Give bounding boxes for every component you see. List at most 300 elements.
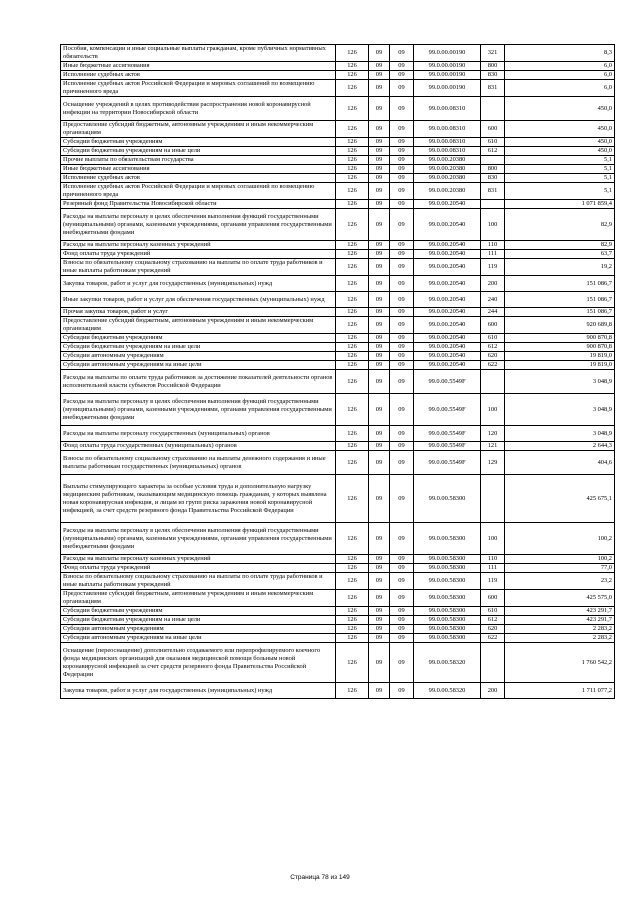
row-grbs: 126 — [336, 276, 369, 292]
row-vr: 612 — [481, 343, 505, 352]
table-row — [61, 147, 615, 156]
row-vr: 800 — [481, 165, 505, 174]
row-csr: 99.0.00.20540 — [414, 292, 481, 308]
table-row — [61, 241, 615, 250]
row-name: Оснащение (переоснащение) дополнительно создаваемого или перепрофилируемого коечного фонда медицинских организаций для оказания медицинской помощи больным новой коронавирусной инфекцией за счет средств резервного фонда Правительства Российской Федерации — [61, 643, 336, 683]
row-csr: 99.0.00.20540 — [414, 361, 481, 370]
row-csr: 99.0.00.20540 — [414, 317, 481, 334]
table-row — [61, 607, 615, 616]
row-name: Субсидии бюджетным учреждениям — [61, 334, 336, 343]
row-grbs: 126 — [336, 183, 369, 200]
row-grbs: 126 — [336, 573, 369, 590]
row-csr: 99.0.00.58320 — [414, 643, 481, 683]
row-name: Прочая закупка товаров, работ и услуг — [61, 308, 336, 317]
row-section: 09 — [369, 174, 390, 183]
row-name: Субсидии автономным учреждениям на иные цели — [61, 634, 336, 643]
row-section: 09 — [369, 165, 390, 174]
table-row — [61, 564, 615, 573]
row-subsection: 09 — [390, 147, 414, 156]
row-name: Взносы по обязательному социальному страхованию на выплаты по оплате труда работников и иные выплаты работникам учреждений — [61, 573, 336, 590]
row-name: Расходы на выплаты персоналу казенных учреждений — [61, 241, 336, 250]
row-csr: 99.0.00.20540 — [414, 200, 481, 209]
row-subsection: 09 — [390, 590, 414, 607]
row-amount: 450,0 — [505, 97, 615, 121]
table-row — [61, 71, 615, 80]
row-grbs: 126 — [336, 334, 369, 343]
row-subsection: 09 — [390, 625, 414, 634]
row-subsection: 09 — [390, 475, 414, 523]
row-vr: 622 — [481, 634, 505, 643]
row-section: 09 — [369, 683, 390, 699]
row-vr: 240 — [481, 292, 505, 308]
row-section: 09 — [369, 62, 390, 71]
row-grbs: 126 — [336, 156, 369, 165]
row-name: Фонд оплаты труда учреждений — [61, 250, 336, 259]
row-section: 09 — [369, 97, 390, 121]
row-name: Расходы на выплаты персоналу в целях обеспечения выполнения функций государственными (муниципальными) органами, казенными учреждениями, органами управления государственными внебюджетными фондами — [61, 394, 336, 426]
table-row — [61, 276, 615, 292]
row-vr: 610 — [481, 138, 505, 147]
row-amount: 19 819,0 — [505, 361, 615, 370]
row-name: Взносы по обязательному социальному страхованию на выплаты денежного содержания и иные выплаты работникам государственных (муниципальных) органов — [61, 451, 336, 475]
row-amount: 5,1 — [505, 174, 615, 183]
row-grbs: 126 — [336, 564, 369, 573]
row-subsection: 09 — [390, 209, 414, 241]
table-row — [61, 317, 615, 334]
row-section: 09 — [369, 616, 390, 625]
row-section: 09 — [369, 343, 390, 352]
row-vr: 120 — [481, 426, 505, 442]
row-grbs: 126 — [336, 442, 369, 451]
row-csr: 99.0.00.20540 — [414, 343, 481, 352]
row-subsection: 09 — [390, 334, 414, 343]
row-vr: 620 — [481, 625, 505, 634]
row-vr: 121 — [481, 442, 505, 451]
row-vr — [481, 97, 505, 121]
row-section: 09 — [369, 334, 390, 343]
row-vr: 831 — [481, 80, 505, 97]
row-amount: 404,6 — [505, 451, 615, 475]
row-name: Расходы на выплаты персоналу в целях обеспечения выполнения функций государственными (муниципальными) органами, казенными учреждениями, органами управления государственными внебюджетными фондами — [61, 209, 336, 241]
row-vr: 200 — [481, 276, 505, 292]
row-name: Иные бюджетные ассигнования — [61, 62, 336, 71]
row-name: Резервный фонд Правительства Новосибирской области — [61, 200, 336, 209]
row-csr: 99.0.00.20540 — [414, 308, 481, 317]
budget-table-page — [60, 44, 614, 699]
row-amount: 2 283,2 — [505, 634, 615, 643]
table-row — [61, 442, 615, 451]
row-amount: 920 689,8 — [505, 317, 615, 334]
row-grbs: 126 — [336, 165, 369, 174]
row-grbs: 126 — [336, 475, 369, 523]
row-subsection: 09 — [390, 361, 414, 370]
row-name: Субсидии автономным учреждениям — [61, 352, 336, 361]
table-row — [61, 590, 615, 607]
row-csr: 99.0.00.58300 — [414, 634, 481, 643]
row-vr: 610 — [481, 334, 505, 343]
table-row — [61, 426, 615, 442]
table-row — [61, 523, 615, 555]
row-grbs: 126 — [336, 625, 369, 634]
row-vr: 119 — [481, 259, 505, 276]
row-subsection: 09 — [390, 138, 414, 147]
row-csr: 99.0.00.58300 — [414, 475, 481, 523]
table-row — [61, 209, 615, 241]
row-vr: 830 — [481, 174, 505, 183]
row-vr: 600 — [481, 121, 505, 138]
table-row — [61, 683, 615, 699]
row-subsection: 09 — [390, 156, 414, 165]
row-subsection: 09 — [390, 370, 414, 394]
row-name: Закупка товаров, работ и услуг для государственных (муниципальных) нужд — [61, 683, 336, 699]
row-subsection: 09 — [390, 45, 414, 62]
row-vr: 119 — [481, 573, 505, 590]
row-section: 09 — [369, 625, 390, 634]
row-amount: 900 870,8 — [505, 334, 615, 343]
row-csr: 99.0.00.20540 — [414, 352, 481, 361]
row-csr: 99.0.00.58300 — [414, 555, 481, 564]
row-subsection: 09 — [390, 165, 414, 174]
row-amount: 6,0 — [505, 62, 615, 71]
row-amount: 82,9 — [505, 209, 615, 241]
row-grbs: 126 — [336, 634, 369, 643]
table-row — [61, 165, 615, 174]
row-name: Иные бюджетные ассигнования — [61, 165, 336, 174]
row-section: 09 — [369, 138, 390, 147]
row-grbs: 126 — [336, 62, 369, 71]
row-csr: 99.0.00.58300 — [414, 607, 481, 616]
table-row — [61, 259, 615, 276]
row-grbs: 126 — [336, 80, 369, 97]
row-amount: 5,1 — [505, 183, 615, 200]
row-vr — [481, 200, 505, 209]
row-vr: 800 — [481, 62, 505, 71]
row-subsection: 09 — [390, 200, 414, 209]
row-grbs: 126 — [336, 352, 369, 361]
row-amount: 151 086,7 — [505, 276, 615, 292]
table-row — [61, 292, 615, 308]
row-subsection: 09 — [390, 451, 414, 475]
row-section: 09 — [369, 308, 390, 317]
row-csr: 99.0.00.20380 — [414, 174, 481, 183]
row-amount: 19 819,0 — [505, 352, 615, 361]
row-name: Иные закупки товаров, работ и услуг для обеспечения государственных (муниципальных) нужд — [61, 292, 336, 308]
row-name: Субсидии бюджетным учреждениям на иные цели — [61, 147, 336, 156]
row-csr: 99.0.00.5549F — [414, 442, 481, 451]
row-subsection: 09 — [390, 394, 414, 426]
row-name: Субсидии бюджетным учреждениям на иные цели — [61, 343, 336, 352]
row-csr: 99.0.00.20540 — [414, 334, 481, 343]
row-amount: 1 760 542,2 — [505, 643, 615, 683]
row-csr: 99.0.00.20540 — [414, 276, 481, 292]
row-grbs: 126 — [336, 45, 369, 62]
row-vr: 612 — [481, 147, 505, 156]
row-grbs: 126 — [336, 343, 369, 352]
table-row — [61, 138, 615, 147]
row-csr: 99.0.00.08310 — [414, 121, 481, 138]
table-row — [61, 394, 615, 426]
row-amount: 5,1 — [505, 156, 615, 165]
table-row — [61, 156, 615, 165]
table-row — [61, 80, 615, 97]
row-csr: 99.0.00.20540 — [414, 259, 481, 276]
row-amount: 23,2 — [505, 573, 615, 590]
row-subsection: 09 — [390, 276, 414, 292]
row-vr — [481, 475, 505, 523]
row-csr: 99.0.00.58300 — [414, 625, 481, 634]
row-section: 09 — [369, 370, 390, 394]
row-vr: 831 — [481, 183, 505, 200]
row-csr: 99.0.00.58300 — [414, 523, 481, 555]
row-name: Предоставление субсидий бюджетным, автономным учреждениям и иным некоммерческим организациям — [61, 317, 336, 334]
table-row — [61, 250, 615, 259]
row-section: 09 — [369, 317, 390, 334]
row-grbs: 126 — [336, 643, 369, 683]
row-name: Субсидии бюджетным учреждениям на иные цели — [61, 616, 336, 625]
row-section: 09 — [369, 361, 390, 370]
row-csr: 99.0.00.00190 — [414, 80, 481, 97]
row-name: Пособия, компенсации и иные социальные выплаты гражданам, кроме публичных нормативных обязательств — [61, 45, 336, 62]
row-subsection: 09 — [390, 352, 414, 361]
row-subsection: 09 — [390, 442, 414, 451]
row-subsection: 09 — [390, 616, 414, 625]
row-section: 09 — [369, 564, 390, 573]
row-csr: 99.0.00.5549F — [414, 451, 481, 475]
row-csr: 99.0.00.58300 — [414, 616, 481, 625]
row-subsection: 09 — [390, 573, 414, 590]
table-row — [61, 555, 615, 564]
row-subsection: 09 — [390, 634, 414, 643]
row-amount: 151 086,7 — [505, 308, 615, 317]
row-section: 09 — [369, 394, 390, 426]
row-section: 09 — [369, 634, 390, 643]
row-name: Расходы на выплаты персоналу в целях обеспечения выполнения функций государственными (муниципальными) органами, казенными учреждениями, органами управления государственными внебюджетными фондами — [61, 523, 336, 555]
row-csr: 99.0.00.20380 — [414, 156, 481, 165]
table-row — [61, 643, 615, 683]
row-grbs: 126 — [336, 317, 369, 334]
row-subsection: 09 — [390, 683, 414, 699]
table-row — [61, 616, 615, 625]
row-vr: 830 — [481, 71, 505, 80]
table-row — [61, 97, 615, 121]
row-subsection: 09 — [390, 71, 414, 80]
row-csr: 99.0.00.58300 — [414, 573, 481, 590]
row-subsection: 09 — [390, 292, 414, 308]
row-grbs: 126 — [336, 426, 369, 442]
row-vr: 100 — [481, 523, 505, 555]
row-name: Предоставление субсидий бюджетным, автономным учреждениям и иным некоммерческим организациям — [61, 590, 336, 607]
row-csr: 99.0.00.08310 — [414, 138, 481, 147]
row-section: 09 — [369, 200, 390, 209]
row-section: 09 — [369, 147, 390, 156]
row-csr: 99.0.00.58300 — [414, 590, 481, 607]
row-amount: 900 870,8 — [505, 343, 615, 352]
table-row — [61, 370, 615, 394]
row-amount: 19,2 — [505, 259, 615, 276]
table-row — [61, 451, 615, 475]
row-amount: 2 283,2 — [505, 625, 615, 634]
row-amount: 3 048,9 — [505, 370, 615, 394]
row-vr — [481, 156, 505, 165]
row-grbs: 126 — [336, 523, 369, 555]
row-subsection: 09 — [390, 607, 414, 616]
row-vr: 111 — [481, 250, 505, 259]
row-amount: 63,7 — [505, 250, 615, 259]
row-grbs: 126 — [336, 147, 369, 156]
row-amount: 1 071 859,4 — [505, 200, 615, 209]
row-section: 09 — [369, 451, 390, 475]
row-amount: 2 644,3 — [505, 442, 615, 451]
row-section: 09 — [369, 250, 390, 259]
row-subsection: 09 — [390, 555, 414, 564]
row-csr: 99.0.00.5549F — [414, 394, 481, 426]
table-row — [61, 45, 615, 62]
row-name: Исполнение судебных актов — [61, 71, 336, 80]
table-row — [61, 573, 615, 590]
row-grbs: 126 — [336, 138, 369, 147]
table-row — [61, 62, 615, 71]
row-vr: 321 — [481, 45, 505, 62]
row-amount: 3 048,9 — [505, 426, 615, 442]
row-name: Предоставление субсидий бюджетным, автономным учреждениям и иным некоммерческим организациям — [61, 121, 336, 138]
row-vr — [481, 643, 505, 683]
row-name: Прочие выплаты по обязательствам государства — [61, 156, 336, 165]
row-subsection: 09 — [390, 241, 414, 250]
row-amount: 151 086,7 — [505, 292, 615, 308]
row-section: 09 — [369, 475, 390, 523]
row-vr: 110 — [481, 555, 505, 564]
row-csr: 99.0.00.20540 — [414, 241, 481, 250]
row-csr: 99.0.00.20380 — [414, 183, 481, 200]
row-amount: 423 291,7 — [505, 616, 615, 625]
row-section: 09 — [369, 523, 390, 555]
row-amount: 100,2 — [505, 555, 615, 564]
row-section: 09 — [369, 121, 390, 138]
row-subsection: 09 — [390, 174, 414, 183]
row-name: Взносы по обязательному социальному страхованию на выплаты по оплате труда работников и иные выплаты работникам учреждений — [61, 259, 336, 276]
row-grbs: 126 — [336, 259, 369, 276]
row-name: Закупка товаров, работ и услуг для государственных (муниципальных) нужд — [61, 276, 336, 292]
row-vr: 620 — [481, 352, 505, 361]
row-section: 09 — [369, 292, 390, 308]
row-name: Субсидии бюджетным учреждениям — [61, 138, 336, 147]
row-section: 09 — [369, 590, 390, 607]
row-grbs: 126 — [336, 370, 369, 394]
row-grbs: 126 — [336, 555, 369, 564]
row-grbs: 126 — [336, 451, 369, 475]
row-amount: 1 711 077,2 — [505, 683, 615, 699]
row-section: 09 — [369, 607, 390, 616]
row-amount: 6,0 — [505, 80, 615, 97]
table-row — [61, 475, 615, 523]
row-grbs: 126 — [336, 121, 369, 138]
row-section: 09 — [369, 209, 390, 241]
row-csr: 99.0.00.20540 — [414, 250, 481, 259]
row-amount: 425 675,1 — [505, 475, 615, 523]
row-section: 09 — [369, 555, 390, 564]
row-vr: 244 — [481, 308, 505, 317]
row-section: 09 — [369, 241, 390, 250]
row-subsection: 09 — [390, 564, 414, 573]
row-section: 09 — [369, 71, 390, 80]
row-csr: 99.0.00.58320 — [414, 683, 481, 699]
row-vr: 111 — [481, 564, 505, 573]
row-amount: 3 048,9 — [505, 394, 615, 426]
row-name: Расходы на выплаты персоналу государственных (муниципальных) органов — [61, 426, 336, 442]
row-name: Субсидии бюджетным учреждениям — [61, 607, 336, 616]
row-vr: 100 — [481, 209, 505, 241]
row-csr: 99.0.00.00190 — [414, 45, 481, 62]
row-grbs: 126 — [336, 292, 369, 308]
table-row — [61, 634, 615, 643]
row-grbs: 126 — [336, 616, 369, 625]
row-amount: 6,0 — [505, 71, 615, 80]
row-name: Субсидии автономным учреждениям — [61, 625, 336, 634]
row-amount: 423 291,7 — [505, 607, 615, 616]
row-grbs: 126 — [336, 71, 369, 80]
row-grbs: 126 — [336, 361, 369, 370]
table-row — [61, 183, 615, 200]
table-row — [61, 343, 615, 352]
row-grbs: 126 — [336, 200, 369, 209]
row-section: 09 — [369, 80, 390, 97]
row-grbs: 126 — [336, 209, 369, 241]
row-csr: 99.0.00.00190 — [414, 62, 481, 71]
row-amount: 100,2 — [505, 523, 615, 555]
table-row — [61, 308, 615, 317]
row-name: Выплаты стимулирующего характера за особые условия труда и дополнительную нагрузку медицинским работникам, оказывающим медицинскую помощь гражданам, у которых выявлена новая коронавирусная инфекция, и лицам из групп риска заражения новой коронавирусной инфекцией, за счет средств резервного фонда Правительства Российской Федерации — [61, 475, 336, 523]
row-grbs: 126 — [336, 241, 369, 250]
row-amount: 82,9 — [505, 241, 615, 250]
row-name: Расходы на выплаты по оплате труда работников за достижение показателей деятельности органов исполнительной власти субъектов Российской Федерации — [61, 370, 336, 394]
row-grbs: 126 — [336, 590, 369, 607]
row-name: Исполнение судебных актов Российской Федерации и мировых соглашений по возмещению причиненного вреда — [61, 183, 336, 200]
row-csr: 99.0.00.58300 — [414, 564, 481, 573]
row-subsection: 09 — [390, 426, 414, 442]
row-section: 09 — [369, 45, 390, 62]
row-subsection: 09 — [390, 317, 414, 334]
row-vr: 622 — [481, 361, 505, 370]
row-amount: 450,0 — [505, 121, 615, 138]
row-subsection: 09 — [390, 643, 414, 683]
row-subsection: 09 — [390, 523, 414, 555]
row-csr: 99.0.00.5549F — [414, 426, 481, 442]
row-subsection: 09 — [390, 250, 414, 259]
row-amount: 8,3 — [505, 45, 615, 62]
row-name: Фонд оплаты труда государственных (муниципальных) органов — [61, 442, 336, 451]
row-section: 09 — [369, 573, 390, 590]
row-amount: 425 575,0 — [505, 590, 615, 607]
row-subsection: 09 — [390, 80, 414, 97]
row-section: 09 — [369, 183, 390, 200]
row-vr: 129 — [481, 451, 505, 475]
row-grbs: 126 — [336, 174, 369, 183]
row-amount: 450,0 — [505, 138, 615, 147]
table-row — [61, 625, 615, 634]
row-name: Исполнение судебных актов Российской Федерации и мировых соглашений по возмещению причиненного вреда — [61, 80, 336, 97]
row-csr: 99.0.00.08310 — [414, 97, 481, 121]
row-grbs: 126 — [336, 607, 369, 616]
row-csr: 99.0.00.20380 — [414, 165, 481, 174]
row-subsection: 09 — [390, 308, 414, 317]
row-section: 09 — [369, 276, 390, 292]
table-row — [61, 334, 615, 343]
row-amount: 5,1 — [505, 165, 615, 174]
row-grbs: 126 — [336, 250, 369, 259]
row-name: Фонд оплаты труда учреждений — [61, 564, 336, 573]
page-number: Страница 78 из 149 — [290, 874, 350, 881]
budget-table — [60, 44, 615, 699]
